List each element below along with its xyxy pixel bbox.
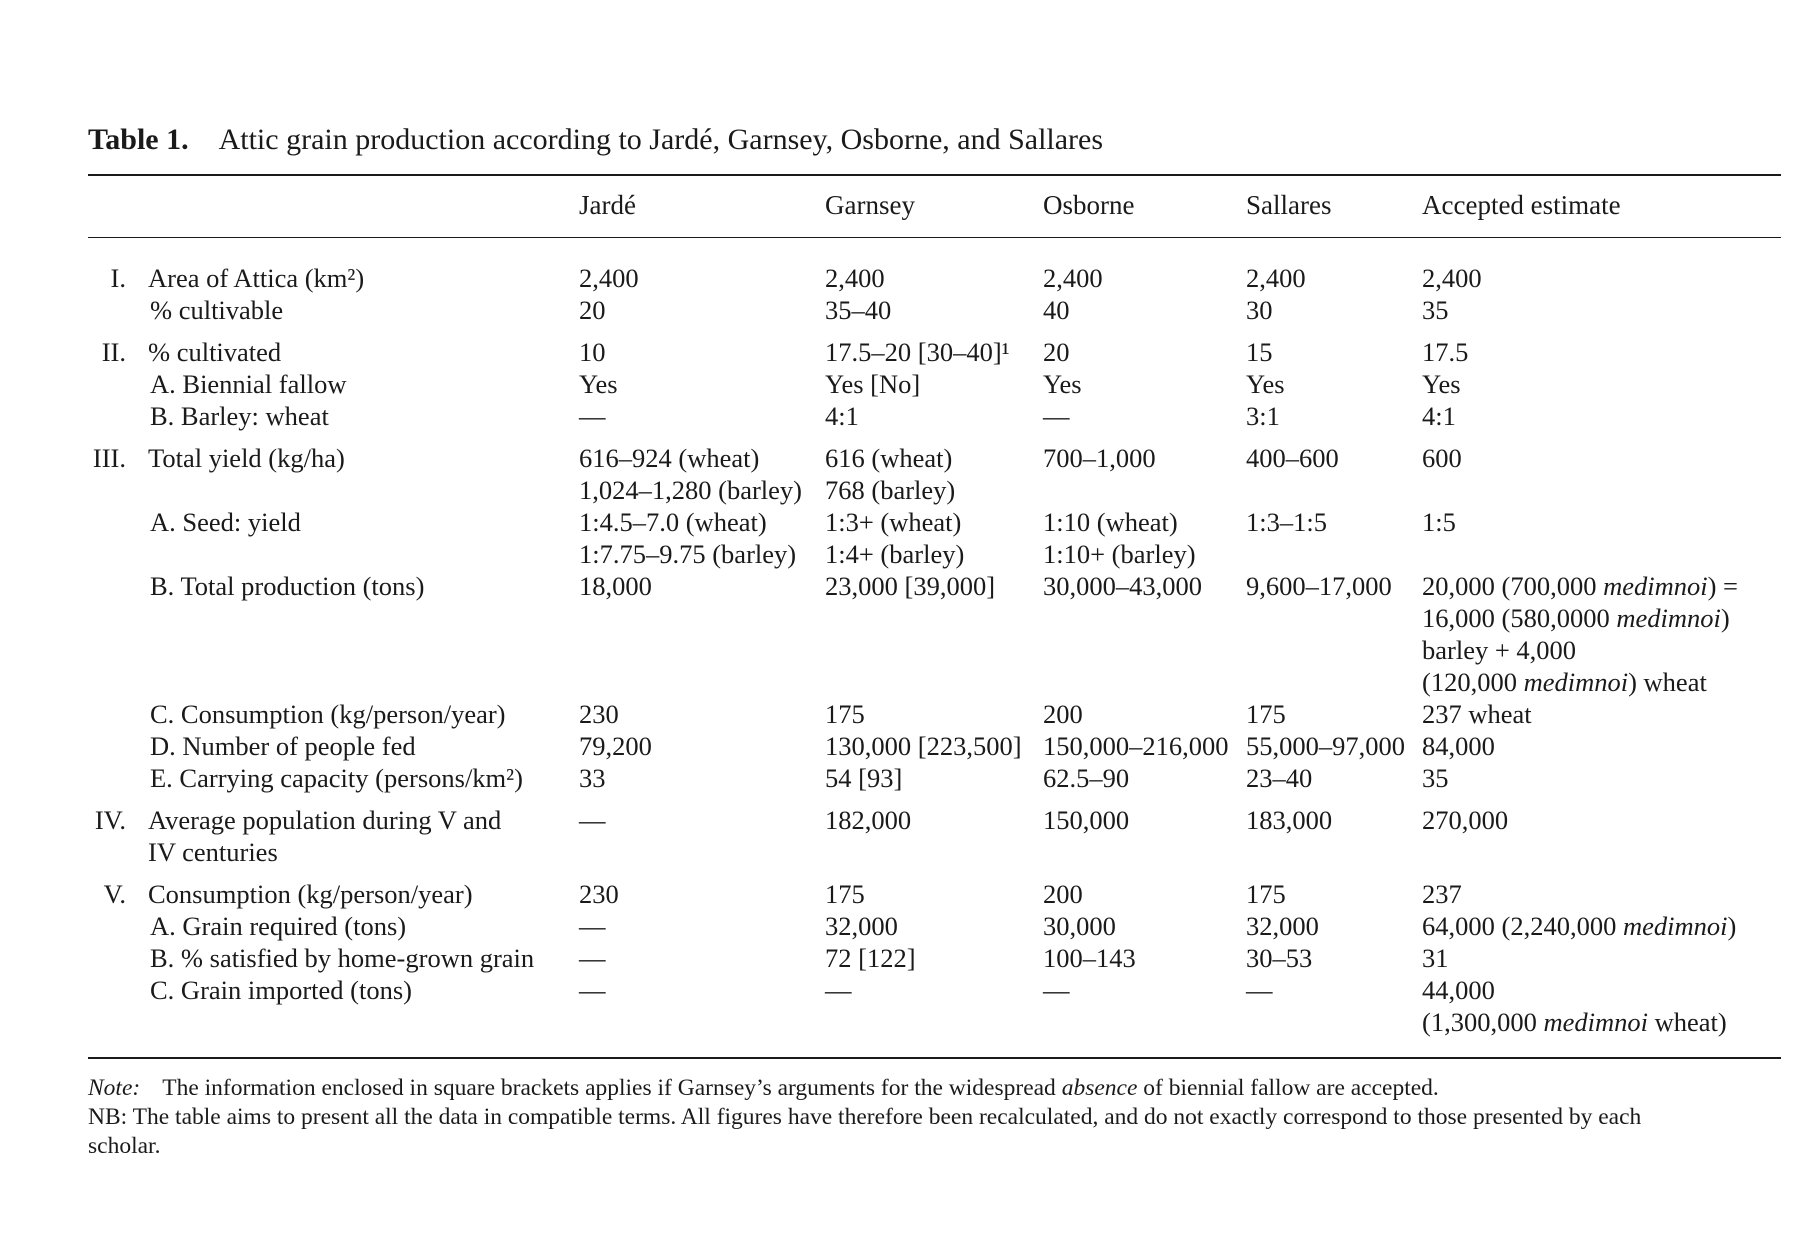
- cell-accepted-estimate: [1422, 294, 1449, 326]
- cell-line: 1:3+ (wheat): [825, 507, 962, 537]
- cell-sallares: [1246, 506, 1327, 538]
- row-label: [150, 570, 424, 602]
- row-label-line: Consumption (kg/person/year): [148, 879, 473, 909]
- row-label-line: B. Barley: wheat: [150, 401, 329, 431]
- cell-line: 23,000 [39,000]: [825, 571, 996, 601]
- cell-line: 35–40: [825, 295, 892, 325]
- cell-line: —: [579, 805, 606, 835]
- row-label: [150, 368, 347, 400]
- table-caption: [88, 123, 1103, 157]
- cell-line: 84,000: [1422, 731, 1495, 761]
- row-label: [148, 878, 473, 910]
- cell-line: 400–600: [1246, 443, 1339, 473]
- row-label-line: % cultivable: [150, 295, 284, 325]
- cell-line: Yes: [579, 369, 618, 399]
- cell-jarde: [579, 368, 618, 400]
- cell-line: 15: [1246, 337, 1273, 367]
- cell-osborne: [1043, 804, 1129, 836]
- cell-line: 3:1: [1246, 401, 1280, 431]
- cell-garnsey: [825, 878, 865, 910]
- cell-line: 35: [1422, 295, 1449, 325]
- cell-line: 150,000: [1043, 805, 1130, 835]
- cell-osborne: [1043, 506, 1196, 570]
- cell-accepted-estimate: [1422, 506, 1456, 538]
- cell-line: 30–53: [1246, 943, 1313, 973]
- cell-sallares: [1246, 804, 1332, 836]
- row-number: III.: [92, 443, 126, 473]
- row-label: [150, 400, 329, 432]
- cell-line: —: [579, 401, 606, 431]
- cell-line: 700–1,000: [1043, 443, 1156, 473]
- cell-garnsey: [825, 294, 891, 326]
- cell-line: 1:10 (wheat): [1043, 507, 1178, 537]
- cell-line: 230: [579, 879, 619, 909]
- table-row: [88, 942, 1781, 974]
- cell-line: 175: [1246, 879, 1286, 909]
- table-row: [88, 294, 1781, 326]
- cell-garnsey: [825, 730, 1022, 762]
- cell-line: 20: [1043, 337, 1070, 367]
- cell-line: 1:7.75–9.75 (barley): [579, 539, 797, 569]
- cell-accepted-estimate: [1422, 910, 1736, 942]
- cell-osborne: [1043, 698, 1083, 730]
- cell-line: 32,000: [1246, 911, 1319, 941]
- cell-line: 2,400: [825, 263, 885, 293]
- cell-sallares: [1246, 570, 1392, 602]
- cell-jarde: [579, 570, 652, 602]
- cell-line: (120,000 medimnoi) wheat: [1422, 667, 1707, 697]
- cell-line: 1:10+ (barley): [1043, 539, 1196, 569]
- cell-line: 600: [1422, 443, 1462, 473]
- row-label-line: Average population during V and: [148, 805, 502, 835]
- cell-jarde: [579, 730, 652, 762]
- cell-line: Yes: [1043, 369, 1082, 399]
- cell-line: 30,000: [1043, 911, 1116, 941]
- column-header-accepted-estimate: Accepted estimate: [1422, 190, 1621, 220]
- cell-accepted-estimate: [1422, 442, 1462, 474]
- cell-line: 64,000 (2,240,000 medimnoi): [1422, 911, 1737, 941]
- nb-line-2: scholar.: [88, 1133, 161, 1159]
- cell-line: 20: [579, 295, 606, 325]
- top-rule: [88, 174, 1781, 176]
- cell-jarde: [579, 878, 619, 910]
- cell-osborne: [1043, 762, 1129, 794]
- cell-line: 55,000–97,000: [1246, 731, 1405, 761]
- cell-sallares: [1246, 910, 1319, 942]
- row-label: [150, 730, 416, 762]
- cell-line: 1:3–1:5: [1246, 507, 1327, 537]
- cell-sallares: [1246, 698, 1286, 730]
- cell-line: barley + 4,000: [1422, 635, 1577, 665]
- row-label-line: B. % satisfied by home-grown grain: [150, 943, 535, 973]
- cell-line: 35: [1422, 763, 1449, 793]
- note-text: The information enclosed in square brackets applies if Garnsey’s arguments for the widespread absence of biennial fallow are accepted.: [162, 1075, 1439, 1101]
- cell-sallares: [1246, 942, 1312, 974]
- cell-jarde: [579, 400, 606, 432]
- cell-line: 1:5: [1422, 507, 1456, 537]
- cell-line: 150,000–216,000: [1043, 731, 1229, 761]
- row-label: [148, 336, 281, 368]
- row-label: [148, 804, 501, 868]
- cell-jarde: [579, 698, 619, 730]
- cell-jarde: [579, 506, 796, 570]
- column-header-jarde: Jardé: [579, 190, 636, 220]
- cell-jarde: [579, 442, 802, 506]
- cell-line: 30,000–43,000: [1043, 571, 1202, 601]
- cell-line: —: [825, 975, 852, 1005]
- cell-garnsey: [825, 400, 859, 432]
- row-label-line: A. Seed: yield: [150, 507, 301, 537]
- cell-osborne: [1043, 294, 1070, 326]
- row-label-line: Total yield (kg/ha): [148, 443, 345, 473]
- cell-osborne: [1043, 336, 1070, 368]
- table-row: [88, 878, 1781, 910]
- grain-production-table: [88, 262, 1781, 1038]
- table-row: [88, 442, 1781, 506]
- cell-garnsey: [825, 762, 902, 794]
- cell-line: 10: [579, 337, 606, 367]
- cell-line: 230: [579, 699, 619, 729]
- cell-line: 200: [1043, 699, 1083, 729]
- cell-line: 175: [825, 879, 865, 909]
- cell-accepted-estimate: [1422, 942, 1449, 974]
- cell-accepted-estimate: [1422, 974, 1727, 1038]
- table-row: [88, 730, 1781, 762]
- row-label: [150, 698, 506, 730]
- row-label-line: A. Grain required (tons): [150, 911, 407, 941]
- cell-sallares: [1246, 730, 1405, 762]
- cell-jarde: [579, 294, 606, 326]
- row-label: [150, 974, 412, 1006]
- cell-accepted-estimate: [1422, 400, 1456, 432]
- cell-jarde: [579, 910, 606, 942]
- cell-line: 4:1: [825, 401, 859, 431]
- cell-line: 1:4.5–7.0 (wheat): [579, 507, 767, 537]
- cell-line: 4:1: [1422, 401, 1456, 431]
- row-label-line: IV centuries: [148, 837, 278, 867]
- cell-garnsey: [825, 336, 1010, 368]
- cell-osborne: [1043, 570, 1202, 602]
- column-header-sallares: Sallares: [1246, 190, 1332, 220]
- cell-line: 23–40: [1246, 763, 1313, 793]
- cell-osborne: [1043, 262, 1103, 294]
- table-row: [88, 400, 1781, 432]
- cell-line: 200: [1043, 879, 1083, 909]
- row-label: [148, 442, 345, 474]
- cell-line: Yes [No]: [825, 369, 921, 399]
- table-row: [88, 910, 1781, 942]
- cell-garnsey: [825, 262, 885, 294]
- cell-accepted-estimate: [1422, 804, 1508, 836]
- cell-sallares: [1246, 336, 1273, 368]
- row-number: II.: [101, 337, 126, 367]
- cell-line: 100–143: [1043, 943, 1136, 973]
- cell-line: 32,000: [825, 911, 898, 941]
- cell-accepted-estimate: [1422, 878, 1462, 910]
- row-label: [148, 262, 364, 294]
- cell-jarde: [579, 942, 606, 974]
- cell-line: (1,300,000 medimnoi wheat): [1422, 1007, 1727, 1037]
- cell-line: 768 (barley): [825, 475, 956, 505]
- cell-sallares: [1246, 262, 1306, 294]
- cell-osborne: [1043, 942, 1136, 974]
- row-label: [150, 294, 283, 326]
- cell-line: 237: [1422, 879, 1462, 909]
- cell-line: —: [1043, 401, 1070, 431]
- header-rule: [88, 237, 1781, 238]
- cell-line: 31: [1422, 943, 1449, 973]
- cell-garnsey: [825, 368, 920, 400]
- cell-garnsey: [825, 506, 964, 570]
- cell-line: 17.5–20 [30–40]¹: [825, 337, 1010, 367]
- cell-line: —: [1246, 975, 1273, 1005]
- cell-line: 2,400: [1422, 263, 1482, 293]
- cell-jarde: [579, 336, 606, 368]
- column-header-garnsey: Garnsey: [825, 190, 915, 220]
- cell-garnsey: [825, 698, 865, 730]
- table-row: [88, 506, 1781, 570]
- cell-line: 40: [1043, 295, 1070, 325]
- cell-line: 54 [93]: [825, 763, 903, 793]
- cell-line: 30: [1246, 295, 1273, 325]
- table-row: [88, 570, 1781, 698]
- cell-line: 183,000: [1246, 805, 1333, 835]
- cell-garnsey: [825, 910, 898, 942]
- cell-line: 44,000: [1422, 975, 1495, 1005]
- cell-line: —: [579, 911, 606, 941]
- row-label: [150, 506, 301, 538]
- cell-accepted-estimate: [1422, 730, 1495, 762]
- row-number: IV.: [94, 805, 126, 835]
- cell-osborne: [1043, 400, 1070, 432]
- cell-garnsey: [825, 974, 852, 1006]
- table-notes: [88, 1074, 1788, 1161]
- cell-garnsey: [825, 442, 955, 506]
- cell-line: —: [579, 943, 606, 973]
- cell-line: Yes: [1422, 369, 1461, 399]
- table-row: [88, 698, 1781, 730]
- bottom-rule: [88, 1057, 1781, 1059]
- cell-sallares: [1246, 294, 1273, 326]
- table-label: Table 1.: [88, 123, 189, 156]
- cell-line: 270,000: [1422, 805, 1509, 835]
- row-number: I.: [110, 263, 126, 293]
- cell-accepted-estimate: [1422, 762, 1449, 794]
- column-header-osborne: Osborne: [1043, 190, 1135, 220]
- cell-line: —: [1043, 975, 1070, 1005]
- table-title: Attic grain production according to Jardé, Garnsey, Osborne, and Sallares: [218, 123, 1104, 156]
- cell-line: 616–924 (wheat): [579, 443, 760, 473]
- cell-line: 17.5: [1422, 337, 1469, 367]
- cell-line: 18,000: [579, 571, 652, 601]
- row-label-line: D. Number of people fed: [150, 731, 416, 761]
- row-label: [150, 942, 534, 974]
- cell-accepted-estimate: [1422, 368, 1461, 400]
- row-label-line: C. Consumption (kg/person/year): [150, 699, 506, 729]
- cell-sallares: [1246, 400, 1280, 432]
- table-row: [88, 974, 1781, 1038]
- cell-line: 2,400: [1043, 263, 1103, 293]
- cell-sallares: [1246, 878, 1286, 910]
- row-label-line: B. Total production (tons): [150, 571, 425, 601]
- cell-sallares: [1246, 368, 1285, 400]
- cell-garnsey: [825, 570, 995, 602]
- cell-line: 2,400: [579, 263, 639, 293]
- cell-accepted-estimate: [1422, 570, 1738, 698]
- cell-line: 175: [1246, 699, 1286, 729]
- cell-jarde: [579, 262, 639, 294]
- row-label-line: C. Grain imported (tons): [150, 975, 413, 1005]
- cell-jarde: [579, 974, 606, 1006]
- row-label-line: Area of Attica (km²): [148, 263, 365, 293]
- row-number: V.: [103, 879, 126, 909]
- cell-jarde: [579, 762, 606, 794]
- cell-line: 182,000: [825, 805, 912, 835]
- cell-line: 9,600–17,000: [1246, 571, 1392, 601]
- cell-osborne: [1043, 442, 1156, 474]
- cell-line: 1:4+ (barley): [825, 539, 965, 569]
- cell-sallares: [1246, 442, 1339, 474]
- cell-osborne: [1043, 910, 1116, 942]
- cell-line: 16,000 (580,0000 medimnoi): [1422, 603, 1730, 633]
- cell-sallares: [1246, 974, 1273, 1006]
- note-line: [88, 1074, 1788, 1103]
- row-label-line: A. Biennial fallow: [150, 369, 347, 399]
- table-row: [88, 262, 1781, 294]
- cell-garnsey: [825, 942, 916, 974]
- cell-accepted-estimate: [1422, 262, 1482, 294]
- cell-line: —: [579, 975, 606, 1005]
- cell-osborne: [1043, 878, 1083, 910]
- cell-line: 33: [579, 763, 606, 793]
- cell-accepted-estimate: [1422, 336, 1468, 368]
- cell-osborne: [1043, 368, 1082, 400]
- table-row: [88, 762, 1781, 794]
- cell-line: 20,000 (700,000 medimnoi) =: [1422, 571, 1738, 601]
- cell-line: 130,000 [223,500]: [825, 731, 1022, 761]
- row-label-line: % cultivated: [148, 337, 282, 367]
- cell-line: 79,200: [579, 731, 652, 761]
- cell-line: 237 wheat: [1422, 699, 1532, 729]
- cell-line: 175: [825, 699, 865, 729]
- cell-line: 72 [122]: [825, 943, 916, 973]
- cell-line: Yes: [1246, 369, 1285, 399]
- cell-line: 616 (wheat): [825, 443, 953, 473]
- row-label-line: E. Carrying capacity (persons/km²): [150, 763, 523, 793]
- cell-accepted-estimate: [1422, 698, 1532, 730]
- cell-osborne: [1043, 974, 1070, 1006]
- row-label: [150, 910, 406, 942]
- table-row: [88, 804, 1781, 868]
- cell-osborne: [1043, 730, 1229, 762]
- cell-sallares: [1246, 762, 1312, 794]
- nb-line-1: NB: The table aims to present all the data in compatible terms. All figures have therefore been recalculated, and do not exactly correspond to those presented by each: [88, 1104, 1642, 1130]
- cell-jarde: [579, 804, 606, 836]
- cell-line: 2,400: [1246, 263, 1306, 293]
- cell-line: 62.5–90: [1043, 763, 1130, 793]
- table-row: [88, 336, 1781, 368]
- row-label: [150, 762, 523, 794]
- cell-line: 1,024–1,280 (barley): [579, 475, 802, 505]
- note-label: Note:: [88, 1075, 141, 1101]
- cell-garnsey: [825, 804, 911, 836]
- table-row: [88, 368, 1781, 400]
